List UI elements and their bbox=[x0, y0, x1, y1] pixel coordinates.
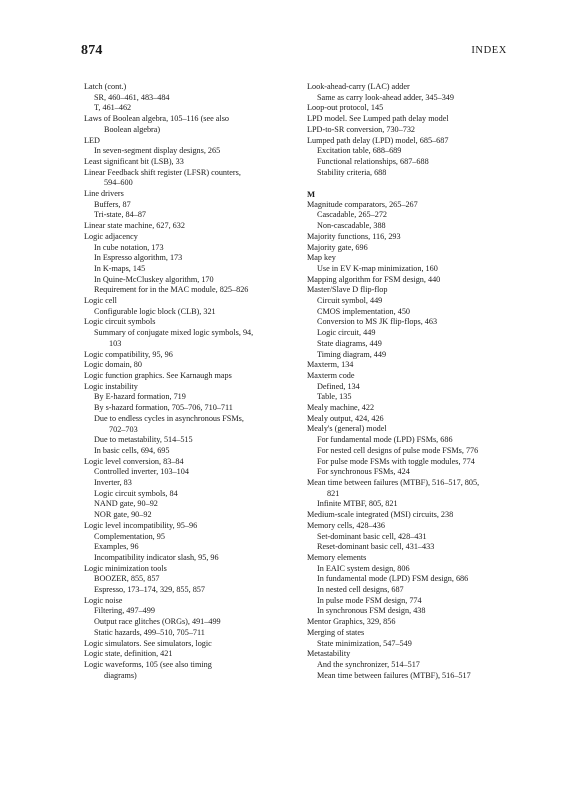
index-subentry: Incompatibility indicator slash, 95, 96 bbox=[94, 552, 219, 562]
index-entry: Latch (cont.) bbox=[84, 82, 127, 91]
index-subentry: Espresso, 173–174, 329, 855, 857 bbox=[94, 585, 205, 595]
index-subentry: Same as carry look-ahead adder, 345–349 bbox=[317, 92, 454, 102]
index-subentry: By s-hazard formation, 705–706, 710–711 bbox=[94, 403, 233, 413]
index-entry: Memory cells, 428–436 bbox=[307, 520, 385, 530]
index-entry: Majority gate, 696 bbox=[307, 242, 368, 252]
index-column-right bbox=[307, 82, 537, 681]
index-subentry: NAND gate, 90–92 bbox=[94, 499, 158, 509]
index-subentry: Requirement for in the MAC module, 825–826 bbox=[94, 285, 249, 295]
index-subentry: In nested cell designs, 687 bbox=[317, 585, 404, 595]
index-entry: Laws of Boolean algebra, 105–116 (see also bbox=[84, 114, 229, 124]
index-subentry: In Quine-McCluskey algorithm, 170 bbox=[94, 274, 214, 284]
index-subentry: Set-dominant basic cell, 428–431 bbox=[317, 531, 427, 541]
index-subentry: Infinite MTBF, 805, 821 bbox=[317, 499, 398, 509]
index-entry: Memory elements bbox=[307, 552, 367, 562]
index-subentry: In cube notation, 173 bbox=[94, 242, 164, 252]
index-entry: Logic instability bbox=[84, 381, 138, 391]
index-entry: Logic waveforms, 105 (see also timing bbox=[84, 659, 212, 669]
index-column-left bbox=[84, 82, 310, 681]
index-entry: Mealy's (general) model bbox=[307, 424, 387, 434]
index-subentry: Functional relationships, 687–688 bbox=[317, 156, 429, 166]
index-subentry: 821 bbox=[327, 488, 340, 498]
index-entry: Look-ahead-carry (LAC) adder bbox=[307, 82, 410, 91]
index-entry: Least significant bit (LSB), 33 bbox=[84, 156, 184, 166]
index-subentry: Defined, 134 bbox=[317, 381, 360, 391]
index-subentry: In seven-segment display designs, 265 bbox=[94, 146, 221, 156]
index-entry: Linear state machine, 627, 632 bbox=[84, 221, 185, 231]
index-entry: LPD-to-SR conversion, 730–732 bbox=[307, 124, 416, 134]
index-entry: Medium-scale integrated (MSI) circuits, 238 bbox=[307, 510, 454, 520]
page-number: 874 bbox=[81, 43, 103, 58]
index-entry: Logic simulators. See simulators, logic bbox=[84, 638, 212, 648]
index-subentry: Use in EV K-map minimization, 160 bbox=[317, 263, 438, 273]
index-entry: Linear Feedback shift register (LFSR) counters, bbox=[84, 167, 241, 177]
section-letter: M bbox=[307, 189, 316, 200]
index-entry: Logic cell bbox=[84, 296, 117, 306]
index-subentry: Inverter, 83 bbox=[94, 478, 132, 488]
index-subentry: Filtering, 497–499 bbox=[94, 606, 155, 616]
index-entry: Logic domain, 80 bbox=[84, 360, 142, 370]
index-subentry: Summary of conjugate mixed logic symbols, 94, bbox=[94, 328, 254, 338]
index-entry: LPD model. See Lumped path delay model bbox=[307, 114, 449, 124]
index-entry: Logic level conversion, 83–84 bbox=[84, 456, 184, 466]
index-subentry: 103 bbox=[109, 338, 122, 348]
index-entry: Magnitude comparators, 265–267 bbox=[307, 199, 418, 209]
index-entry: Logic circuit symbols bbox=[84, 317, 156, 327]
index-subentry: For nested cell designs of pulse mode FSMs, 776 bbox=[317, 445, 479, 455]
index-subentry: T, 461–462 bbox=[94, 103, 132, 113]
index-subentry: NOR gate, 90–92 bbox=[94, 510, 152, 520]
index-subentry: BOOZER, 855, 857 bbox=[94, 574, 160, 584]
index-subentry: Due to endless cycles in asynchronous FSMs, bbox=[94, 413, 244, 423]
index-subentry: In synchronous FSM design, 438 bbox=[317, 606, 426, 616]
index-subentry: For synchronous FSMs, 424 bbox=[317, 467, 410, 477]
index-entry: Maxterm, 134 bbox=[307, 360, 354, 370]
index-subentry: Boolean algebra) bbox=[104, 124, 161, 134]
index-entry: Merging of states bbox=[307, 627, 365, 637]
index-entry: Logic compatibility, 95, 96 bbox=[84, 349, 173, 359]
index-entry: Logic minimization tools bbox=[84, 563, 167, 573]
index-subentry: In K-maps, 145 bbox=[94, 263, 146, 273]
index-entry: LED bbox=[84, 135, 100, 145]
index-subentry: Stability criteria, 688 bbox=[317, 167, 387, 177]
index-subentry: In pulse mode FSM design, 774 bbox=[317, 595, 422, 605]
index-subentry: Output race glitches (ORGs), 491–499 bbox=[94, 617, 221, 627]
index-subentry: Table, 135 bbox=[317, 392, 352, 402]
index-subentry: Tri-state, 84–87 bbox=[94, 210, 147, 220]
running-head: INDEX bbox=[471, 45, 507, 56]
index-subentry: In basic cells, 694, 695 bbox=[94, 445, 170, 455]
index-subentry: Due to metastability, 514–515 bbox=[94, 435, 193, 445]
index-entry: Maxterm code bbox=[307, 370, 355, 380]
index-subentry: Controlled inverter, 103–104 bbox=[94, 467, 189, 477]
index-subentry: Logic circuit symbols, 84 bbox=[94, 488, 178, 498]
index-subentry: 594–600 bbox=[104, 178, 133, 188]
index-subentry: In Espresso algorithm, 173 bbox=[94, 253, 183, 263]
index-entry: Logic function graphics. See Karnaugh maps bbox=[84, 370, 232, 380]
index-subentry: Complementation, 95 bbox=[94, 531, 165, 541]
index-subentry: Configurable logic block (CLB), 321 bbox=[94, 306, 216, 316]
index-subentry: Circuit symbol, 449 bbox=[317, 296, 383, 306]
index-entry: Mealy output, 424, 426 bbox=[307, 413, 384, 423]
index-entry: Logic level incompatibility, 95–96 bbox=[84, 520, 198, 530]
index-subentry: Excitation table, 688–689 bbox=[317, 146, 402, 156]
index-subentry: State minimization, 547–549 bbox=[317, 638, 412, 648]
index-subentry: Conversion to MS JK flip-flops, 463 bbox=[317, 317, 438, 327]
index-subentry: In fundamental mode (LPD) FSM design, 686 bbox=[317, 574, 469, 584]
index-subentry: 702–703 bbox=[109, 424, 138, 434]
index-subentry: Logic circuit, 449 bbox=[317, 328, 376, 338]
index-subentry: Cascadable, 265–272 bbox=[317, 210, 388, 220]
index-subentry: CMOS implementation, 450 bbox=[317, 306, 411, 316]
index-subentry: SR, 460–461, 483–484 bbox=[94, 92, 170, 102]
index-entry: Majority functions, 116, 293 bbox=[307, 231, 401, 241]
index-entry: Logic adjacency bbox=[84, 231, 138, 241]
index-subentry: Static hazards, 499–510, 705–711 bbox=[94, 627, 205, 637]
index-subentry: For pulse mode FSMs with toggle modules, 774 bbox=[317, 456, 475, 466]
index-subentry: State diagrams, 449 bbox=[317, 338, 382, 348]
section-gap bbox=[307, 178, 537, 189]
index-entry: Logic state, definition, 421 bbox=[84, 649, 173, 659]
index-subentry: Timing diagram, 449 bbox=[317, 349, 387, 359]
index-entry: Map key bbox=[307, 253, 336, 263]
index-entry: Mentor Graphics, 329, 856 bbox=[307, 617, 396, 627]
index-subentry: For fundamental mode (LPD) FSMs, 686 bbox=[317, 435, 453, 445]
index-subentry: Buffers, 87 bbox=[94, 199, 131, 209]
index-entry: Lumped path delay (LPD) model, 685–687 bbox=[307, 135, 449, 145]
index-subentry: Examples, 96 bbox=[94, 542, 139, 552]
index-entry: Mapping algorithm for FSM design, 440 bbox=[307, 274, 441, 284]
index-subentry: And the synchronizer, 514–517 bbox=[317, 659, 420, 669]
index-subentry: Reset-dominant basic cell, 431–433 bbox=[317, 542, 435, 552]
index-subentry: diagrams) bbox=[104, 670, 137, 680]
index-entry: Mealy machine, 422 bbox=[307, 403, 375, 413]
index-entry: Master/Slave D flip-flop bbox=[307, 285, 388, 295]
index-entry: Logic noise bbox=[84, 595, 123, 605]
index-subentry: By E-hazard formation, 719 bbox=[94, 392, 186, 402]
index-entry: Line drivers bbox=[84, 189, 124, 199]
index-entry: Metastability bbox=[307, 649, 351, 659]
index-subentry: Non-cascadable, 388 bbox=[317, 221, 386, 231]
index-subentry: In EAIC system design, 806 bbox=[317, 563, 410, 573]
index-subentry: Mean time between failures (MTBF), 516–517 bbox=[317, 670, 471, 680]
index-entry: Mean time between failures (MTBF), 516–517, 805, bbox=[307, 478, 480, 487]
index-entry: Loop-out protocol, 145 bbox=[307, 103, 384, 113]
